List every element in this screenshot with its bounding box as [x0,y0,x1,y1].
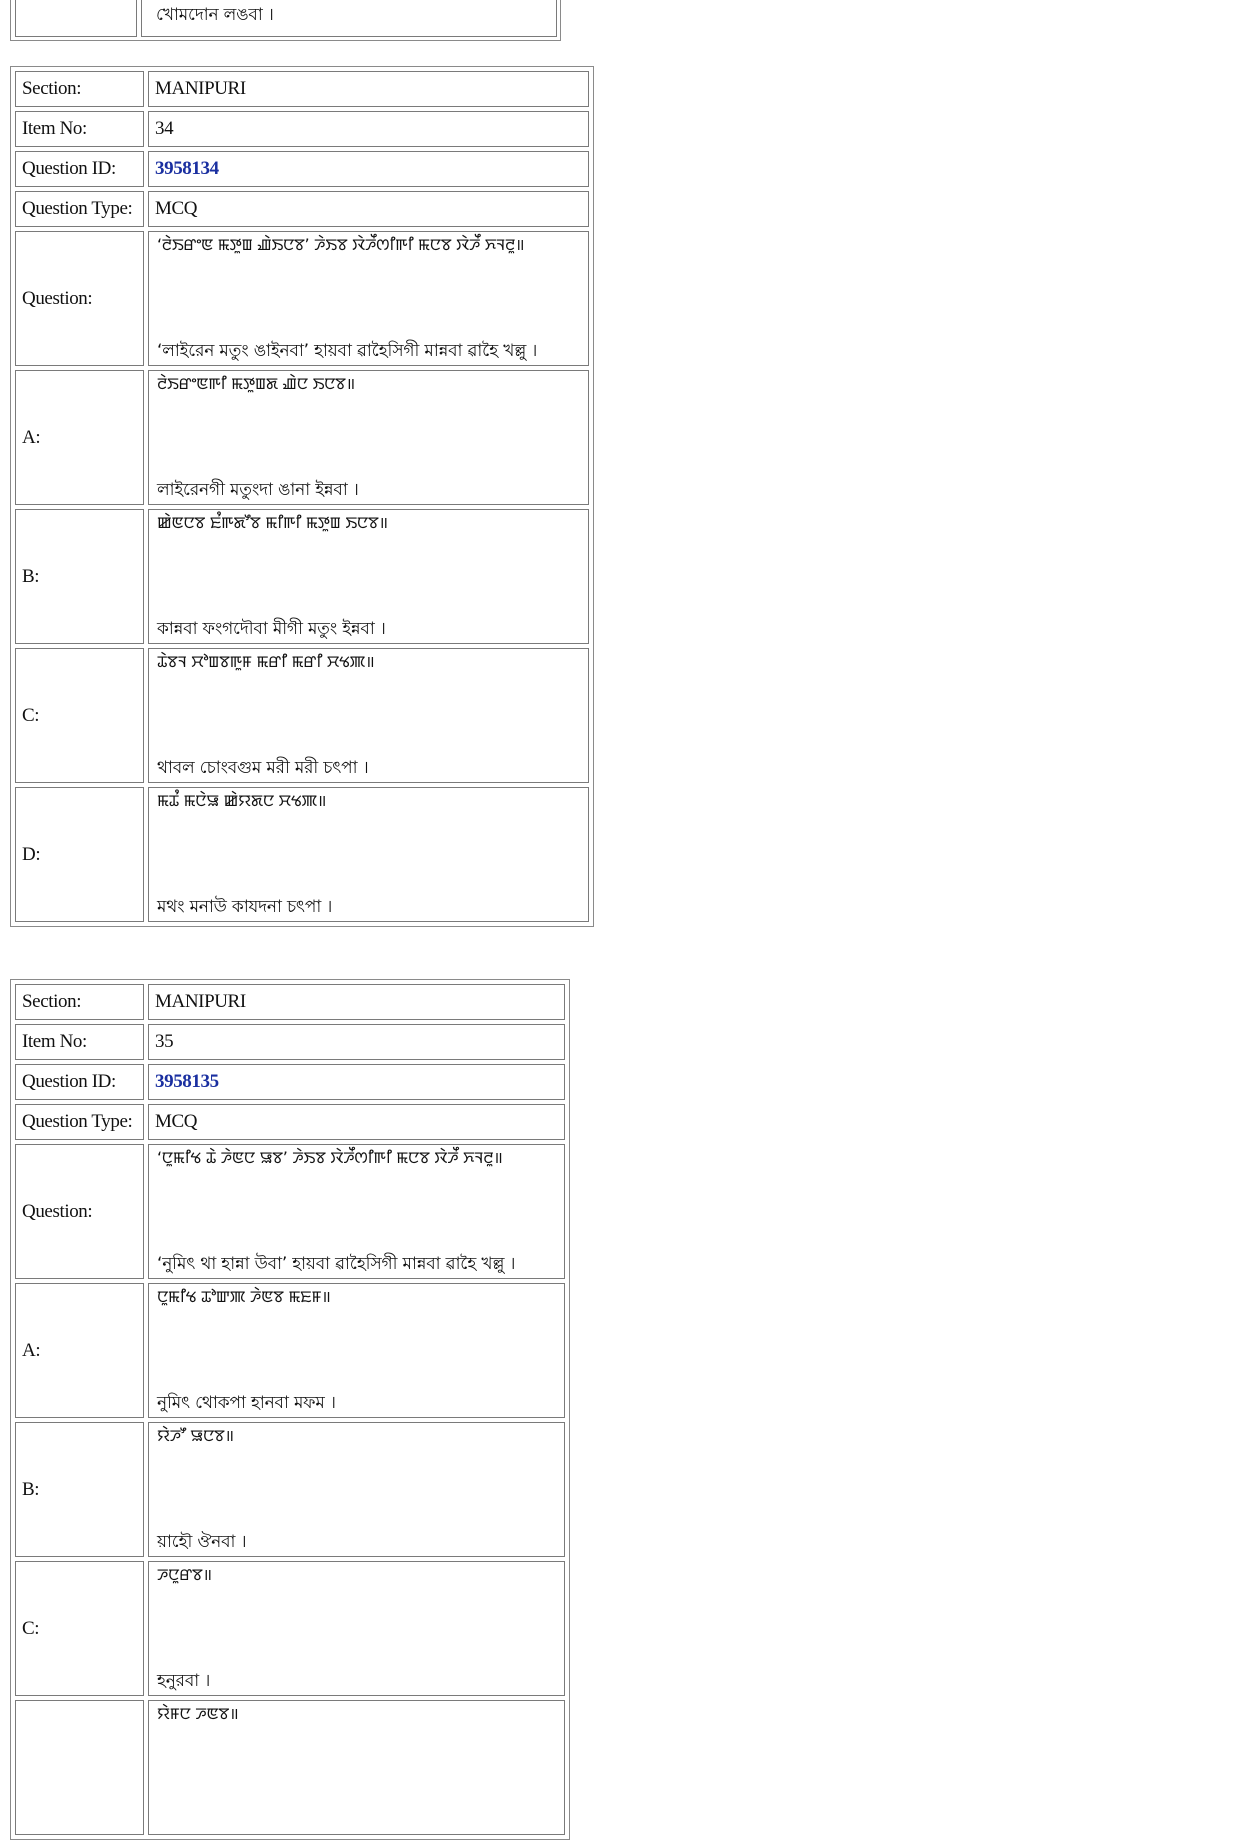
previous-option-text: খোমদোন লঙবা । [156,5,274,25]
option-c-bengali: হনুরবা । [157,1671,211,1691]
question-text-cell [148,1144,565,1279]
option-c-label: C: [15,1561,144,1696]
option-a-cell [148,1283,565,1418]
option-d-meitei: ꯌꯥꯝꯅ ꯍꯟꯕ॥ [157,1704,239,1723]
row-option-c [15,648,589,783]
option-b-label: B: [15,1422,144,1557]
option-a-label: A: [15,1283,144,1418]
question-id-value: 3958135 [148,1064,565,1100]
previous-content-cell [141,0,557,37]
question-table-34 [10,66,594,927]
section-label: Section: [15,71,144,107]
row-item-no [15,1024,565,1060]
option-d-cell [148,787,589,922]
question-id-value: 3958134 [148,151,589,187]
item-no-value: 35 [148,1024,565,1060]
question-text-bengali: ‘নুমিৎ থা হান্না উবা’ হায়বা ৱাহৈসিগী মান্নবা ৱাহৈ খল্লু । [157,1254,516,1274]
option-b-bengali: য়াহৌ ঔনবা । [157,1532,247,1552]
question-type-label: Question Type: [15,1104,144,1140]
row-question-id [15,1064,565,1100]
previous-question-tail [10,0,561,41]
row-question [15,1144,565,1279]
row-question-type [15,1104,565,1140]
option-c-cell [148,648,589,783]
option-a-label: A: [15,370,144,505]
option-a-cell [148,370,589,505]
row-question [15,231,589,366]
section-value: MANIPURI [148,71,589,107]
option-a-bengali: লাইরেনগী মতুংদা ঙানা ইন্নবা । [157,480,359,500]
row-section [15,984,565,1020]
row-question-type [15,191,589,227]
row-option-d [15,1700,565,1835]
question-text-meitei: ‘ꯅꯨꯃꯤꯠ ꯊꯥ ꯍꯥꯟꯅ ꯎꯕ’ ꯍꯥꯏꯕ ꯋꯥꯍꯩꯁꯤꯒꯤ ꯃꯅꯕ ꯋꯥꯍꯩ ꯈꯜꯂꯨ॥ [157,1148,503,1167]
option-c-meitei: ꯍꯅꯨꯔꯕ॥ [157,1565,212,1584]
row-option-d [15,787,589,922]
option-b-cell [148,509,589,644]
option-b-cell [148,1422,565,1557]
option-c-cell [148,1561,565,1696]
option-d-bengali: মথং মনাউ কাযদনা চৎপা । [157,897,333,917]
row-section [15,71,589,107]
item-no-label: Item No: [15,1024,144,1060]
question-type-value: MCQ [148,191,589,227]
option-d-label [15,1700,144,1835]
row-question-id [15,151,589,187]
previous-label-cell [15,0,137,37]
option-a-bengali: নুমিৎ থোকপা হানবা মফম । [157,1393,336,1413]
question-text-meitei: ‘ꯂꯥꯏꯔꯦꯟ ꯃꯇꯨꯡ ꯉꯥꯏꯅꯕ’ ꯍꯥꯏꯕ ꯋꯥꯍꯩꯁꯤꯒꯤ ꯃꯅꯕ ꯋꯥꯍꯩ ꯈꯜꯂꯨ॥ [157,235,525,254]
option-c-bengali: থাবল চোংবগুম মরী মরী চৎপা । [157,758,369,778]
option-c-meitei: ꯊꯥꯕꯜ ꯆꯣꯡꯕꯒꯨꯝ ꯃꯔꯤ ꯃꯔꯤ ꯆꯠꯄ॥ [157,652,375,671]
option-d-cell [148,1700,565,1835]
row-item-no [15,111,589,147]
question-label: Question: [15,1144,144,1279]
row-option-a [15,370,589,505]
item-no-value: 34 [148,111,589,147]
option-a-meitei: ꯅꯨꯃꯤꯠ ꯊꯣꯛꯄ ꯍꯥꯟꯕ ꯃꯐꯝ॥ [157,1287,331,1306]
question-label: Question: [15,231,144,366]
section-value: MANIPURI [148,984,565,1020]
row-option-b [15,509,589,644]
question-id-label: Question ID: [15,1064,144,1100]
option-b-label: B: [15,509,144,644]
option-d-label: D: [15,787,144,922]
question-type-value: MCQ [148,1104,565,1140]
row-option-a [15,1283,565,1418]
option-b-meitei: ꯌꯥꯍꯧ ꯎꯅꯕ॥ [157,1426,234,1445]
question-table-35 [10,979,570,1840]
question-text-cell [148,231,589,366]
option-d-meitei: ꯃꯊꯪ ꯃꯅꯥꯎ ꯀꯥꯌꯗꯅ ꯆꯠꯄ॥ [157,791,327,810]
section-label: Section: [15,984,144,1020]
question-type-label: Question Type: [15,191,144,227]
item-no-label: Item No: [15,111,144,147]
option-b-meitei: ꯀꯥꯟꯅꯕ ꯐꯪꯒꯗꯧꯕ ꯃꯤꯒꯤ ꯃꯇꯨꯡ ꯏꯅꯕ॥ [157,513,388,532]
question-id-label: Question ID: [15,151,144,187]
question-text-bengali: ‘লাইরেন মতুং ঙাইনবা’ হায়বা ৱাহৈসিগী মান্নবা ৱাহৈ খল্লু । [157,341,538,361]
row-option-c [15,1561,565,1696]
option-b-bengali: কান্নবা ফংগদৌবা মীগী মতুং ইন্নবা । [157,619,386,639]
option-c-label: C: [15,648,144,783]
option-a-meitei: ꯂꯥꯏꯔꯦꯟꯒꯤ ꯃꯇꯨꯡꯗ ꯉꯥꯅ ꯏꯅꯕ॥ [157,374,355,393]
row-option-b [15,1422,565,1557]
